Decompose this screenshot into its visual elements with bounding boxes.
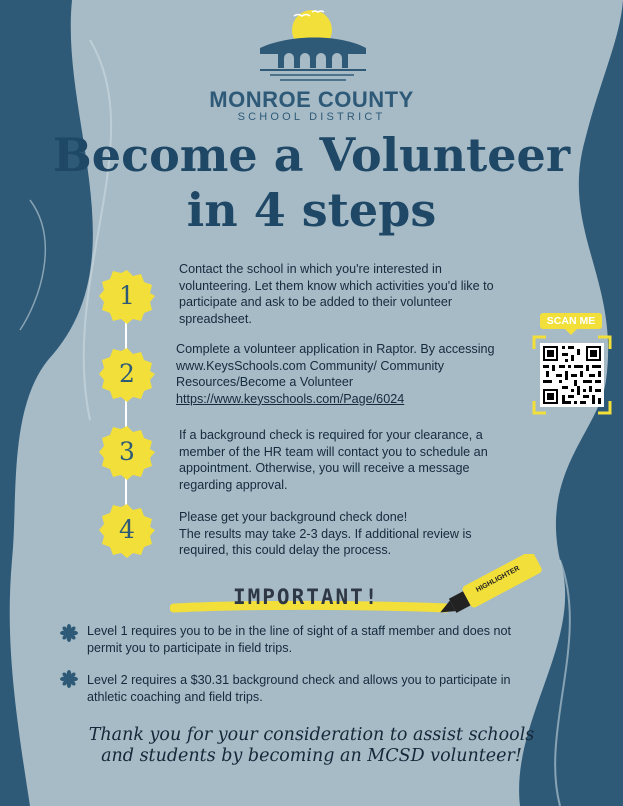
step-4-line: required, this could delay the process. [179, 543, 392, 558]
step-2-line: Complete a volunteer application in Raptor. By accessing [176, 342, 495, 356]
level-1-text [87, 623, 557, 657]
step-3-line: member of the HR team will contact you to schedule an [179, 444, 488, 459]
step-3-line: regarding approval. [179, 477, 288, 492]
step-2-line: Resources/Become a Volunteer [176, 375, 354, 390]
scan-me-label: SCAN ME [540, 313, 602, 329]
flower-shape [60, 624, 78, 642]
step-1-number: 1 [119, 281, 135, 310]
level-2-text [87, 672, 557, 706]
step-1-text [179, 261, 529, 327]
district-name: MONROE COUNTY [209, 87, 414, 112]
step-4-line: Please get your background check done! [179, 510, 408, 524]
step-1-line: participate and ask to be added to their volunteer [179, 295, 453, 310]
step-2-text [176, 341, 531, 407]
step-1-line: volunteering. Let them know which activities you'd like to [179, 278, 494, 293]
page-title-line-2: in 4 steps [186, 183, 437, 237]
step-4-number: 4 [119, 515, 135, 544]
thank-you-line-2: and students by becoming an MCSD volunteer! [101, 746, 522, 766]
level-2-line: athletic coaching and field trips. [87, 690, 263, 704]
step-3-line: appointment. Otherwise, you will receive a message [179, 461, 470, 476]
step-3-line: If a background check is required for your clearance, a [179, 428, 483, 442]
qr-code[interactable] [532, 335, 612, 415]
thank-you-line-1: Thank you for your consideration to assist schools [88, 725, 535, 745]
level-2-flower-icon [60, 670, 78, 688]
steps-connector-line [125, 295, 127, 535]
district-logo [250, 4, 375, 88]
highlighter-icon [426, 554, 551, 620]
step-1-line: spreadsheet. [179, 311, 252, 326]
highlighter-label: HIGHLIGHTER [475, 565, 521, 594]
step-2-number: 2 [119, 359, 135, 388]
step-4-line: The results may take 2-3 days. If additional review is [179, 526, 472, 541]
step-3-text [179, 427, 524, 493]
district-subtitle: SCHOOL DISTRICT [237, 111, 386, 123]
step-2-line: www.KeysSchools.com Community/ Community [176, 358, 445, 373]
step-4-text [179, 509, 524, 559]
important-heading: IMPORTANT! [233, 585, 380, 609]
flower-shape [60, 670, 78, 688]
level-2-line: Level 2 requires a $30.31 background check and allows you to participate in [87, 673, 511, 687]
page-title-line-1: Become a Volunteer [52, 128, 571, 182]
thank-you-message [60, 725, 563, 767]
level-1-flower-icon [60, 624, 78, 642]
volunteer-page-link[interactable]: https://www.keysschools.com/Page/6024 [176, 391, 405, 406]
level-1-line: permit you to participate in field trips. [87, 641, 293, 655]
step-1-line: Contact the school in which you're interested in [179, 262, 442, 276]
level-1-line: Level 1 requires you to be in the line of sight of a staff member and does not [87, 624, 512, 638]
step-3-number: 3 [119, 437, 135, 466]
